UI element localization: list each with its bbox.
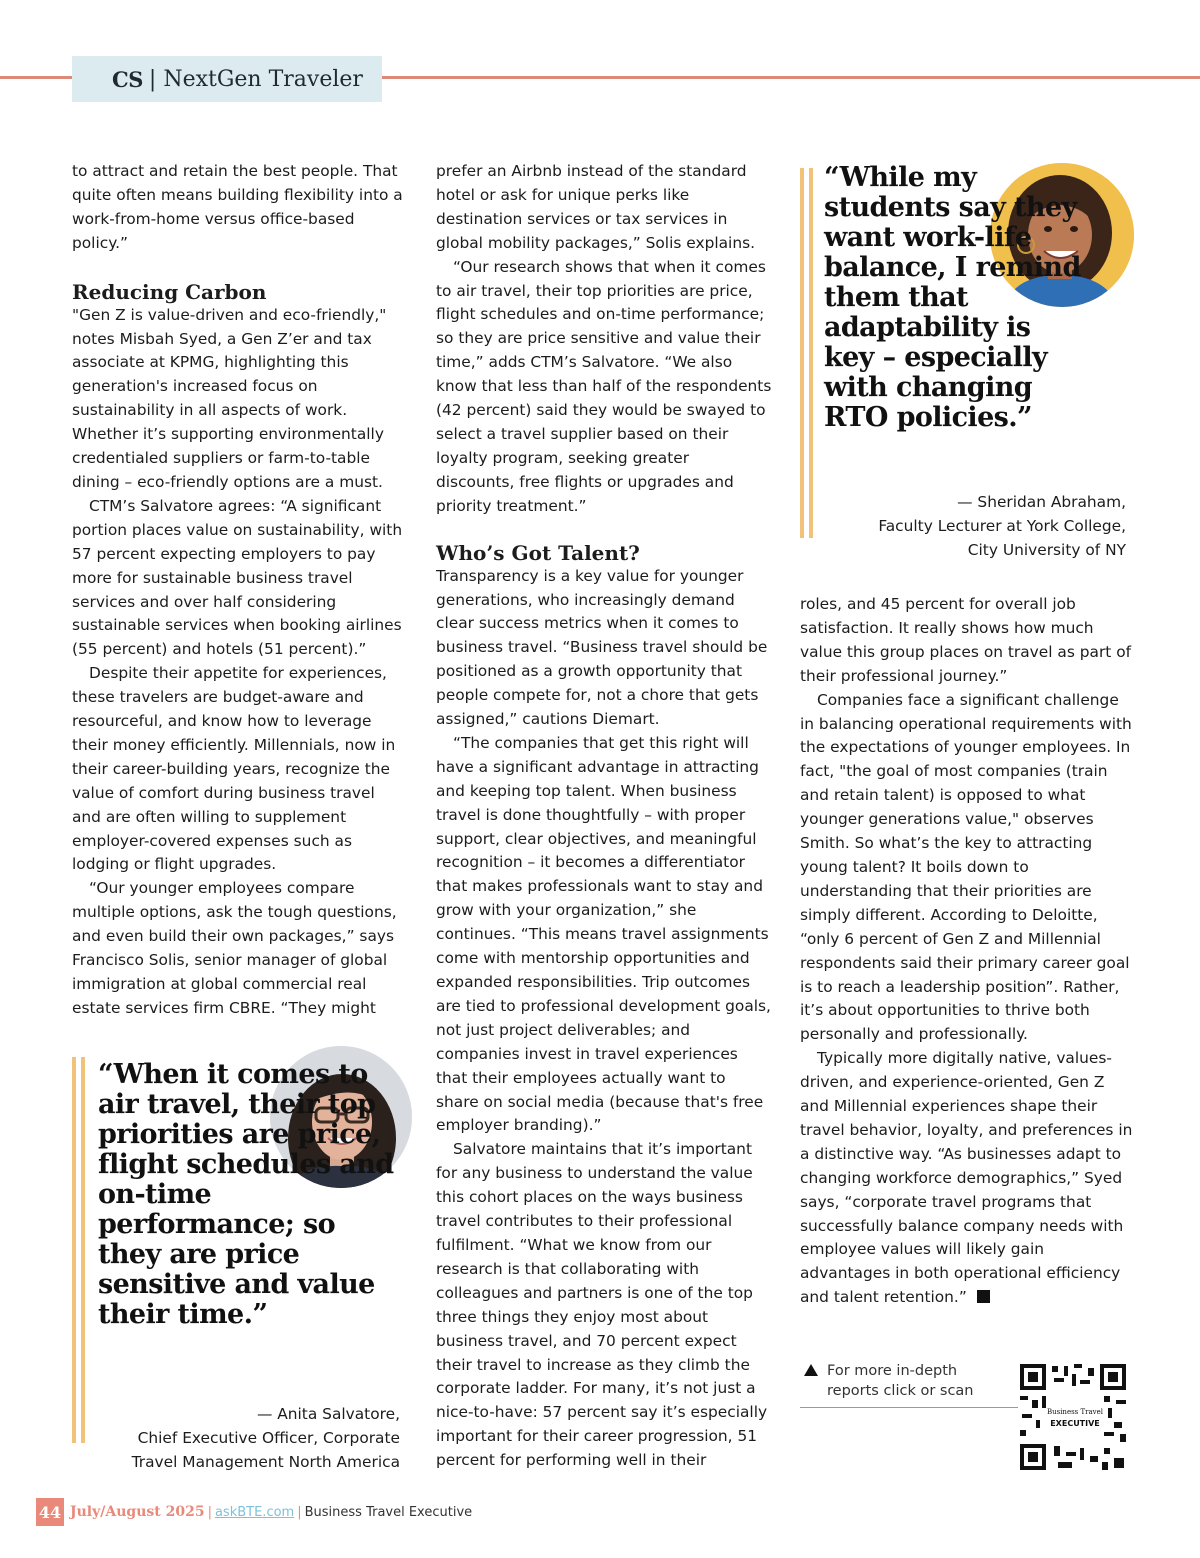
- quote-attribution: [100, 1402, 400, 1474]
- attribution-title: City University of NY: [967, 541, 1126, 559]
- attribution-title: Travel Management North America: [131, 1453, 400, 1471]
- more-reports-text: reports click or scan: [827, 1382, 974, 1399]
- header-separator: |: [148, 66, 157, 92]
- pull-quote-text: “When it comes to air travel, their top priorities are price, flight schedules and on-time performance; so they are price sensitive and value their time.”: [98, 1059, 394, 1330]
- triangle-up-icon: [804, 1364, 818, 1376]
- divider: [800, 1407, 1018, 1408]
- paragraph: Transparency is a key value for younger generations, who increasingly demand clear success metrics when it comes to business travel. “Business travel should be positioned as a growth opportunity that people compete for, not a chore that gets assigned,” cautions Diemart.: [436, 566, 768, 729]
- section-header: [72, 56, 382, 102]
- subheading-reducing-carbon: Reducing Carbon: [72, 279, 267, 304]
- attribution-name: — Anita Salvatore,: [256, 1405, 400, 1423]
- paragraph: prefer an Airbnb instead of the standard hotel or ask for unique perks like destination services or tax services in global mobility packages,” Solis explains.: [436, 162, 755, 252]
- quote-bars: [72, 1057, 86, 1443]
- issue-date: July/August 2025: [70, 1504, 205, 1520]
- pull-quote-text: “While my students say they want work-life balance, I remind them that adaptability is key – especially with changing RTO policies.”: [824, 162, 1081, 433]
- more-reports-link[interactable]: [800, 1362, 1018, 1408]
- paragraph: “Our younger employees compare multiple options, ask the tough questions, and even build their own packages,” says Francisco Solis, senior manager of global immigration at global commercial real estate services firm CBRE. “They might: [72, 879, 397, 1017]
- quote-bars: [800, 168, 814, 538]
- quote-attribution: [830, 490, 1126, 562]
- attribution-title: Faculty Lecturer at York College,: [878, 517, 1126, 535]
- paragraph: Despite their appetite for experiences, these travelers are budget-aware and resourceful, and know how to leverage their money efficiently. Millennials, now in their career-building years, recognize the value of comfort during business travel and are often willing to supplement employer-covered expenses such as lodging or flight upgrades.: [72, 664, 396, 874]
- paragraph-text: Typically more digitally native, values-driven, and experience-oriented, Gen Z and Millennial experiences shape their travel behavior, loyalty, and preferences in a distinctive way. “As businesses adapt to changing workforce demographics,” Syed says, “corporate travel programs that successfully balance company needs with employee values will likely gain advantages in both operational efficiency and talent retention.”: [800, 1049, 1133, 1307]
- paragraph: [800, 1047, 1136, 1310]
- article-column-3: [800, 593, 1136, 1310]
- more-reports-text: For more in-depth: [827, 1363, 958, 1379]
- paragraph: Salvatore maintains that it’s important for any business to understand the value this cohort places on the ways business travel contributes to their professional fulfilment. “What we know from our research is that collaborating with colleagues and partners is one of the top three things they enjoy most about business travel, and 70 percent expect their travel to increase as they climb the corporate ladder. For many, it’s not just a nice-to-have: 57 percent say it’s especially important for their career progression, 51 percent for performing well in their: [436, 1140, 768, 1470]
- paragraph: to attract and retain the best people. That quite often means building flexibility into a work-from-home versus office-based policy.”: [72, 162, 403, 252]
- paragraph: roles, and 45 percent for overall job satisfaction. It really shows how much value this group places on travel as part of their professional journey.”: [800, 595, 1132, 685]
- qr-label-line2: EXECUTIVE: [1050, 1419, 1100, 1428]
- publication-name: Business Travel Executive: [304, 1505, 473, 1520]
- section-name: NextGen Traveler: [163, 66, 363, 92]
- header-rule-right: [382, 76, 1200, 79]
- header-rule-left: [0, 76, 72, 79]
- paragraph: "Gen Z is value-driven and eco-friendly," notes Misbah Syed, a Gen Z’er and tax associate at KPMG, highlighting this generation's increased focus on sustainability in all aspects of work. Whether it’s supporting environmentally credentialed suppliers or farm-to-table dining – eco-friendly options are a must.: [72, 305, 387, 491]
- paragraph: Companies face a significant challenge in balancing operational requirements with the expectations of younger employees. In fact, "the goal of most companies (train and retain talent) is opposed to what younger generations value," observes Smith. So what’s the key to attracting young talent? It boils down to understanding that their priorities are simply different. According to Deloitte, “only 6 percent of Gen Z and Millennial respondents said their primary career goal is to reach a leadership position”. Rather, it’s about opportunities to thrive both personally and professionally.: [800, 690, 1132, 1044]
- pull-quote-salvatore: [98, 1060, 398, 1330]
- article-column-2: [436, 160, 772, 1473]
- qr-code[interactable]: [1018, 1362, 1128, 1472]
- footer: July/August 2025 | askBTE.com | Business Travel Executive: [70, 1504, 473, 1520]
- paragraph: “Our research shows that when it comes to air travel, their top priorities are price, flight schedules and on-time performance; so they are price sensitive and value their time,” adds CTM’s Salvatore. “We also know that less than half of the respondents (42 percent) said they would be swayed to select a travel supplier based on their loyalty program, seeking greater discounts, free flights or upgrades and priority treatment.”: [436, 257, 772, 515]
- attribution-title: Chief Executive Officer, Corporate: [137, 1429, 400, 1447]
- pull-quote-abraham: [824, 163, 1084, 433]
- paragraph: “The companies that get this right will have a significant advantage in attracting and keeping top talent. When business travel is done thoughtfully – with proper support, clear objectives, and meaningful recognition – it becomes a differentiator that makes professionals want to stay and grow with your organization,” she continues. “This means travel assignments come with mentorship opportunities and expanded responsibilities. Trip outcomes are tied to professional development goals, not just project deliverables; and companies invest in travel experiences that their employees actually want to share on social media (because that's free employer branding).”: [436, 733, 771, 1135]
- subheading-whos-got-talent: Who’s Got Talent?: [436, 540, 640, 565]
- website-link[interactable]: askBTE.com: [214, 1505, 295, 1520]
- qr-label-line1: Business Travel: [1046, 1408, 1104, 1416]
- paragraph: CTM’s Salvatore agrees: “A significant portion places value on sustainability, with 57 percent expecting employers to pay more for sustainable business travel services and over half considering sustainable services when booking airlines (55 percent) and hotels (51 percent).”: [72, 496, 403, 659]
- attribution-name: — Sheridan Abraham,: [957, 493, 1126, 511]
- article-column-1: [72, 160, 404, 1021]
- section-code: CS: [112, 66, 143, 92]
- page-number: 44: [36, 1498, 64, 1526]
- end-of-article-mark: [977, 1290, 990, 1303]
